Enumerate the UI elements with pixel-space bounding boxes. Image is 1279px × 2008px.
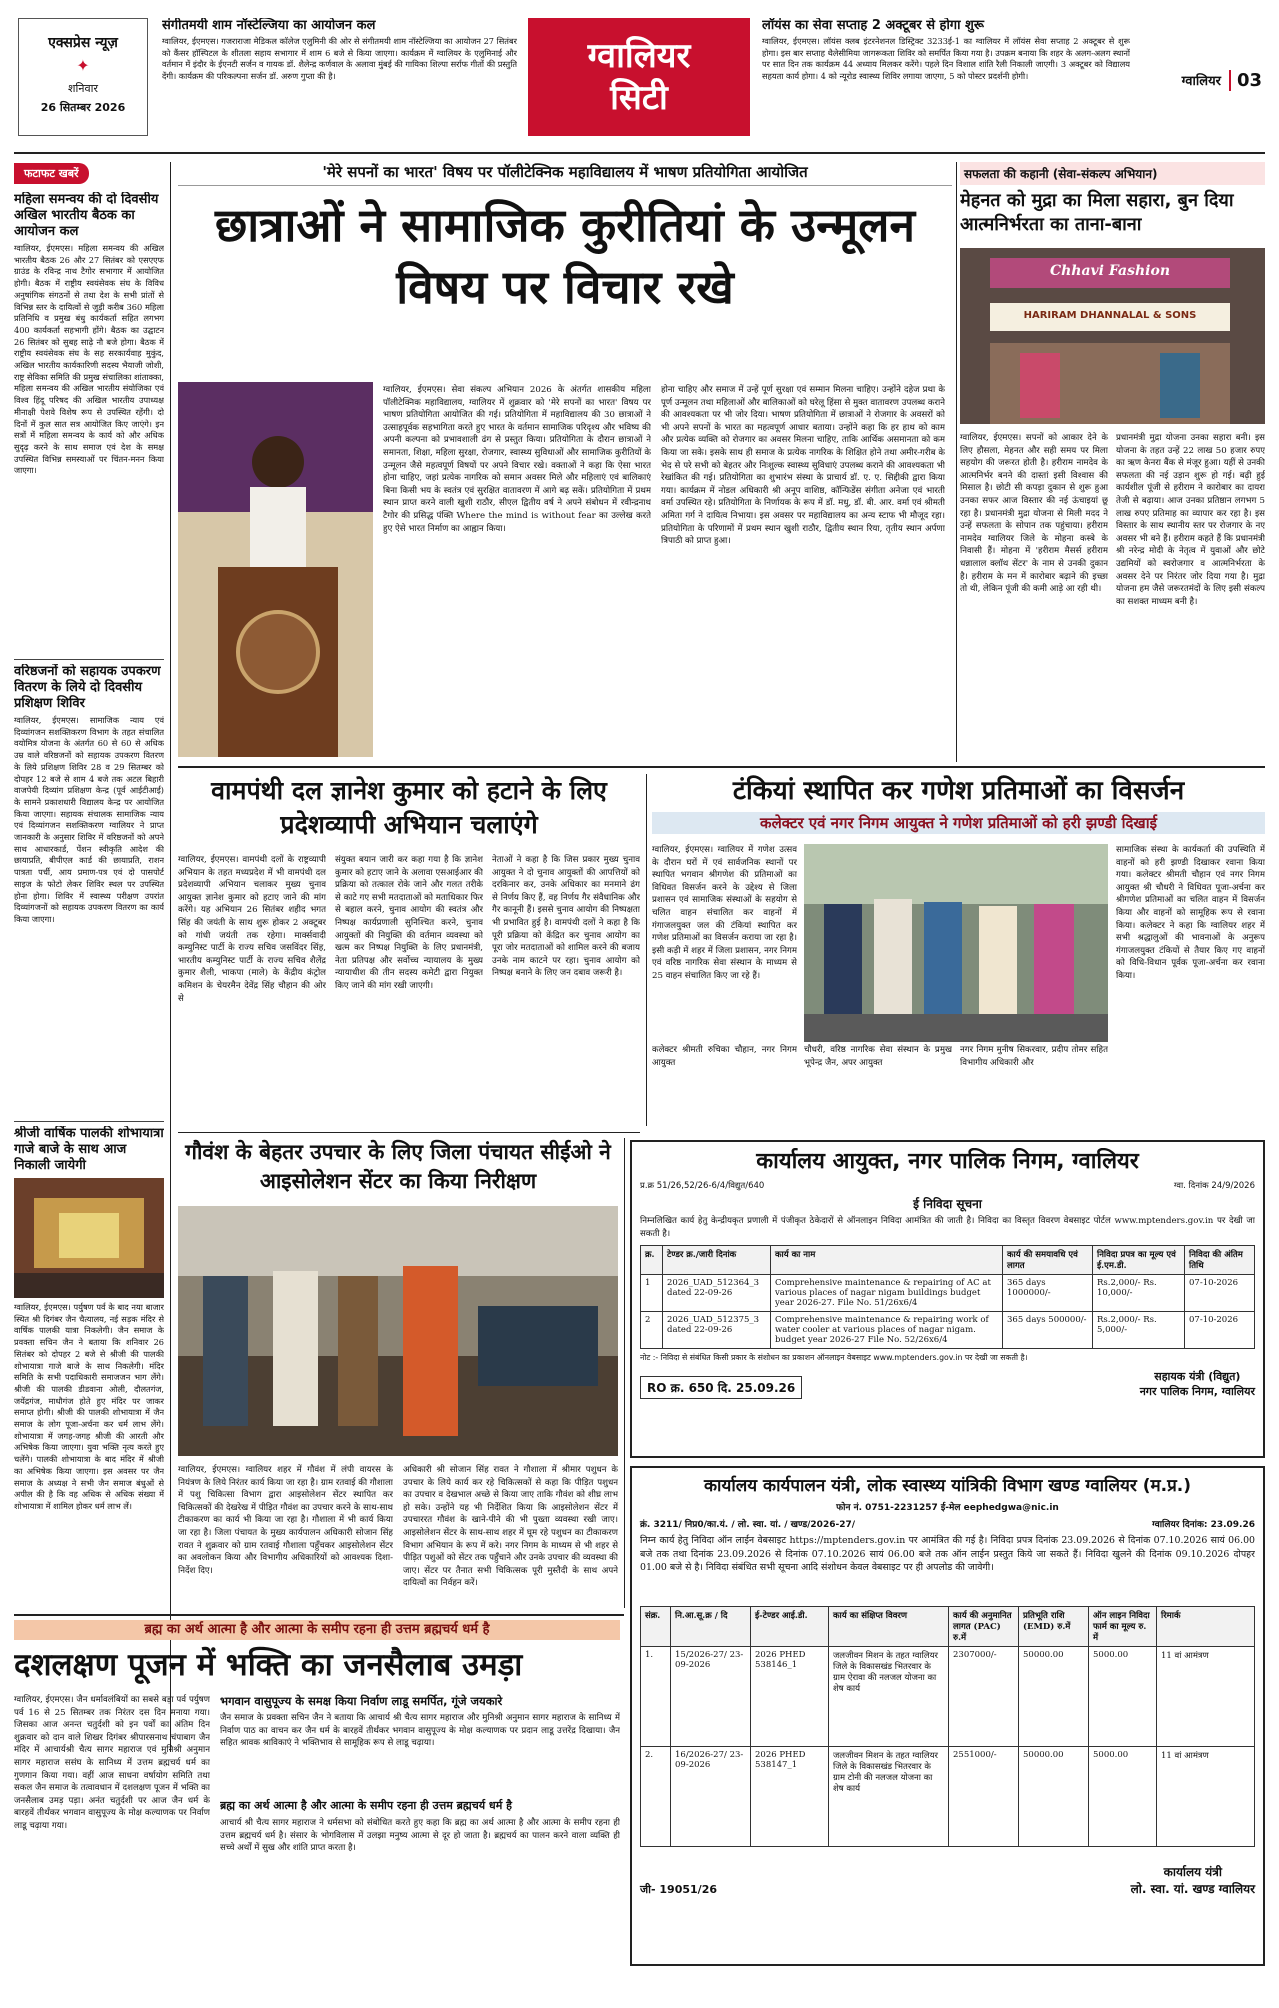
phed-g-number: जी- 19051/26 — [640, 1883, 718, 1896]
leftist-col2: संयुक्त बयान जारी कर कहा गया है कि ज्ञानेश कुमार को हटाए जाने के अलावा एसआईआर की प्रक्रिया को तत्काल रोके जाने और गलत तरीके से काटे गए सभी मतदाताओं को मताधिकार फिर से बहाल करने, चुनाव आयोग की स्वतंत्र और निष्पक्ष कार्यप्रणाली सुनिश्चित करने, चुनाव आयुक्तों की नियुक्ति की वर्तमान व्यवस्था को खत्म कर निष्पक्ष नियुक्ति के लिए प्रधानमंत्री, नेता प्रतिपक्ष और सर्वोच्च न्यायालय के मुख्य न्यायाधीश की तीन सदस्य कमेटी द्वारा नियुक्त किए जाने की मांग रखी जाएगी। — [335, 855, 483, 991]
ganesh-photo — [804, 844, 1108, 1042]
nigam-ref: प्र.क्र 51/26,52/26-6/4/विद्युत/640 — [640, 1181, 765, 1191]
brand-name: एक्सप्रेस न्यूज़ — [48, 35, 118, 51]
ganesh-col4: सामाजिक संस्था के कार्यकर्ता की उपस्थिति में वाहनों को हरी झण्डी दिखाकर रवाना किया गया। कलेक्टर श्रीमती चौहान एवं नगर निगम आयुक्त श्री चौधरी ने विधिवत पूजा-अर्चना कर श्रीगणेश प्रतिमाओं का चलित वाहन में विसर्जन किया और वाहनों को सामूहिक रूप से रवाना किया। कलेक्टर ने कहा कि ग्वालियर शहर में सभी श्रद्धालुओं की भावनाओं के अनुरूप गंगाजलयुक्त टंकियों से तैयार किए गए वाहनों को विधि-विधान पूर्वक पूजा-अर्चना कर रवाना किया। — [1116, 845, 1265, 981]
nigam-th-cost: कार्य की समयावधि एवं लागत — [1003, 1246, 1093, 1275]
page-city: ग्वालियर — [1181, 74, 1221, 89]
table-row — [641, 1312, 1255, 1349]
phed-table — [640, 1606, 1255, 1847]
row1-rule — [178, 766, 1265, 768]
dash-subheadline: भगवान वासुपूज्य के समक्ष किया निर्वाण लाडू समर्पित, गूंजे जयकारे — [220, 1694, 503, 1708]
dash-col1: ग्वालियर, ईएमएस। जैन धर्मावलंबियों का सबसे बड़ा पर्व पर्युषण पर्व 16 से 25 सितम्बर तक निरंतर दस दिन मनाया गया। जिसका आज अनन्त चतुर्दशी को इन पर्वों का अंतिम दिन शुक्रवार को दान वाले शिखर दिगंबर श्रीपारसनाथ चंपाबाग जैन मंदिर में आचार्यश्री चैत्य सागर महाराज एवं मुनिश्री अनुमान सागर महाराज ससंघ के सानिध्य में उत्तम ब्रह्मचर्य धर्म का गुणगान किया गया। वहीं आज साधना वर्षायोग समिति तथा सकल जैन समाज के तत्वावधान में दशलक्षण पूजन में भक्ति का जनसैलाब उमड़ पड़ा। अनंत चतुर्दशी पर आज जैन धर्म के बारहवें तीर्थंकर भगवान वासुपूज्य के मोक्ष कल्याणक पर निर्वाण लाडू चढ़ाया गया। — [14, 1695, 210, 1831]
nigam-table — [640, 1245, 1255, 1349]
leftist-headline: वामपंथी दल ज्ञानेश कुमार को हटाने के लिए प्रदेशव्यापी अभियान चलाएंगे — [211, 776, 607, 839]
page-number: 03 — [1229, 70, 1262, 91]
fatafat-item-1-title: महिला समन्वय की दो दिवसीय अखिल भारतीय बैठक का आयोजन कल — [14, 192, 159, 239]
table-cell: Comprehensive maintenance & repairing of AC at various places of nagar nigam buildings budget year 2026-27. File No. 51/26x6/4 — [771, 1275, 1003, 1312]
phed-th-formfee: ऑन लाइन निविदा फार्म का मूल्य रु. में — [1089, 1607, 1157, 1647]
table-cell: 5000.00 — [1089, 1647, 1157, 1747]
fatafat-item-3-title: श्रीजी वार्षिक पालकी शोभायात्रा गाजे बाजे के साथ आज निकाली जायेगी — [14, 1126, 164, 1173]
palki-photo — [14, 1178, 164, 1298]
phed-sign-2: लो. स्वा. यां. खण्ड ग्वालियर — [1130, 1882, 1255, 1896]
lead-kicker: 'मेरे सपनों का भारत' विषय पर पॉलीटेक्निक महाविद्यालय में भाषण प्रतियोगिता आयोजित — [178, 162, 952, 186]
table-cell: Comprehensive maintenance & repairing work of water cooler at various places of nagar nigam. budget year 2026-27 File No. 52/26x6/4 — [771, 1312, 1003, 1349]
top-brief-1 — [162, 18, 517, 136]
nigam-th-emd: निविदा प्रपत्र का मूल्य एवं ई.एम.डी. — [1093, 1246, 1185, 1275]
mid-divider — [646, 774, 647, 1126]
table-cell: Rs.2,000/- Rs. 10,000/- — [1093, 1275, 1185, 1312]
table-cell: 11 वां आमंत्रण — [1157, 1647, 1255, 1747]
nigam-tender — [630, 1140, 1265, 1458]
lead-body-col1: ग्वालियर, ईएमएस। सेवा संकल्प अभियान 2026 के अंतर्गत शासकीय महिला पॉलीटेक्निक महाविद्यालय, ग्वालियर में शुक्रवार को 'मेरे सपनों का भारत' विषय पर भाषण प्रतियोगिता आयोजित की गई। प्रतियोगिता में महाविद्यालय की 30 छात्राओं ने उत्साहपूर्वक सहभागिता करते हुए भारत के वर्तमान सामाजिक परिदृश्य और भविष्य की अपनी कल्पना को प्रभावशाली ढंग से प्रस्तुत किया। प्रतियोगिता के दौरान छात्राओं ने समानता, शिक्षा, महिला सुरक्षा, रोजगार, स्वास्थ्य सुविधाओं और सामाजिक कुरीतियों के उन्मूलन जैसे महत्वपूर्ण विषयों पर अपने विचार रखे। वक्ताओं ने कहा कि ऐसा भारत होना चाहिए, जहां प्रत्येक नागरिक को समान अवसर मिले और महिलाएं एवं बालिकाएं बिना किसी भय के स्वतंत्र एवं सुरक्षित वातावरण में आगे बढ़ सकें। प्रतियोगिता में प्रथम स्थान प्राप्त करने वाली खुशी राठौर, सीएल द्वितीय वर्ष ने अपने संबोधन में रवीन्द्रनाथ टैगोर की प्रसिद्ध पंक्ति Where the mind is without fear का उल्लेख करते हुए ऐसे भारत निर्माण का आह्वान किया। — [383, 385, 651, 534]
row2-rule-left — [178, 1132, 640, 1133]
masthead — [0, 0, 1279, 160]
top-brief-2-title: लॉयंस का सेवा सप्ताह 2 अक्टूबर से होगा शुरू — [762, 18, 984, 33]
shop-photo — [960, 248, 1265, 424]
nigam-th-sno: क्र. — [641, 1246, 663, 1275]
nigam-th-tender: टेण्डर क्र./जारी दिनांक — [663, 1246, 771, 1275]
dash-col3: आचार्य श्री चैत्य सागर महाराज ने धर्मसभा को संबोधित करते हुए कहा कि ब्रह्म का अर्थ आत्मा है और आत्मा के समीप रहना ही उत्तम ब्रह्मचर्य धर्म है। संसार के भोगविलास में उलझा मनुष्य आत्मा से दूर हो जाता है। ब्रह्मचर्य का पालन करने वाला व्यक्ति ही सच्चे अर्थों में सुख और शांति प्राप्त करता है। — [220, 1818, 620, 1854]
ganesh-story — [652, 774, 1265, 1134]
fatafat-tag: फटाफट खबरें — [14, 163, 89, 184]
table-cell: 2. — [641, 1747, 671, 1847]
leftist-story — [178, 774, 640, 1126]
table-cell: जलजीवन मिशन के तहत ग्वालियर जिले के विकासखंड भितरवार के ग्राम ऐरावा की नलजल योजना का शेष कार्य — [829, 1647, 949, 1747]
leftist-col3: नेताओं ने कहा है कि जिस प्रकार मुख्य चुनाव आयुक्त ने दो चुनाव आयुक्तों की आपत्तियों को दरकिनार कर, उनके अधिकार का मनमाने ढंग से निर्णय किए हैं, वह निर्णय गैर संवैधानिक और गैर कानूनी हैं। इससे चुनाव आयोग की निष्पक्षता भी प्रभावित हुई है। वामपंथी दलों ने कहा है कि पूरी प्रक्रिया को केंद्रित कर चुनाव आयोग का पूरा जोर मतदाताओं को शामिल करने की बजाय उनके नाम काटने पर रहा। चुनाव आयोग को निष्पक्ष बनाने के लिए जन दबाव जरूरी है। — [492, 855, 640, 979]
dash-story — [14, 1620, 620, 2000]
dash-col2: जैन समाज के प्रवक्ता सचिन जैन ने बताया कि आचार्य श्री चैत्य सागर महाराज और मुनिश्री अनुमान सागर महाराज के सानिध्य में निर्वाण पाठ का वाचन कर जैन धर्म के बारहवें तीर्थंकर भगवान वासुपूज्य के मोक्ष कल्याणक पर प्रदान लाडू उत्तरेंद्र दिखाया। जैन सहित श्रावक श्राविकाएं ने भक्तिभाव से सामूहिक रूप से लाडू चढ़ाया। — [220, 1713, 620, 1749]
lead-story — [178, 162, 952, 762]
brand-box — [18, 18, 148, 136]
nigam-th-work: कार्य का नाम — [771, 1246, 1003, 1275]
table-cell: 2 — [641, 1312, 663, 1349]
ganesh-caption-2: चौधरी, वरिष्ठ नागरिक सेवा संस्थान के प्रमुख भूपेन्द्र जैन, अपर आयुक्त — [804, 1045, 952, 1068]
gauvansh-story — [178, 1138, 618, 1608]
lead-photo — [178, 382, 373, 757]
fatafat-item-1 — [14, 192, 164, 653]
success-tag: सफलता की कहानी (सेवा-संकल्प अभियान) — [960, 162, 1265, 185]
gauvansh-col2: अधिकारी श्री सोजान सिंह रावत ने गौशाला में श्रीमार पशुधन के उपचार के लिये कार्य कर रहे चिकित्सकों से कहा कि पीड़ित पशुधन का उपचार व देखभाल अच्छे से किया जाए ताकि गौवंश को शीघ्र लाभ हो सके। उन्होंने यह भी निर्देशित किया कि आइसोलेशन सेंटर में उपचाररत गौवंश के खाने-पीने की भी पुख्ता व्यवस्था रखी जाए। आइसोलेशन सेंटर के साथ-साथ शहर में घूम रहे पशुधन का टीकाकरण विभाग अभियान के रूप में करे। नगर निगम के माध्यम से भी शहर से पीड़ित पशुओं को सेंटर तक पहुँचाने और उनके उपचार की व्यवस्था की जाए। सेंटर पर तैनात सभी चिकित्सक पूरी मुस्तैदी के साथ अपने दायित्वों का निर्वहन करें। — [403, 1465, 618, 1589]
table-cell: 2026_UAD_512364_3 dated 22-09-26 — [663, 1275, 771, 1312]
ganesh-col1: ग्वालियर, ईएमएस। ग्वालियर में गणेश उत्सव के दौरान घरों में एवं सार्वजनिक स्थानों पर स्थापित भगवान श्रीगणेश की प्रतिमाओं का विधिवत विसर्जन करने के उद्देश्य से जिला प्रशासन एवं सामाजिक संस्थाओं के सहयोग से चलित वाहन संचालित कर वाहनों में गंगाजलयुक्त जल की टंकियां स्थापित कर गणेश प्रतिमाओं का विसर्जन कराया जा रहा है। इसी कड़ी में शहर में जिला प्रशासन, नगर निगम एवं वरिष्ठ नागरिक सेवा संस्थान के माध्यम से 25 वाहन संचालित किए जा रहे हैं। — [652, 845, 797, 981]
table-cell: 15/2026-27/ 23-09-2026 — [671, 1647, 751, 1747]
lead-headline: छात्राओं ने सामाजिक कुरीतियां के उन्मूलन विषय पर विचार रखे — [214, 198, 916, 314]
nigam-note: नोट :- निविदा से संबंधित किसी प्रकार के संशोधन का प्रकाशन ऑनलाइन वेबसाइट www.mptenders.gov.in पर देखी जा सकती है। — [640, 1353, 1028, 1362]
fatafat-column — [14, 162, 164, 1752]
top-brief-2 — [762, 18, 1130, 136]
table-row — [641, 1747, 1255, 1847]
phed-th-tenderid: ई-टेण्डर आई.डी. — [751, 1607, 829, 1647]
section-box — [528, 18, 750, 136]
shop-sign-2: HARIRAM DHANNALAL & SONS — [1023, 310, 1197, 321]
phed-sign-1: कार्यालय यंत्री — [1163, 1865, 1222, 1879]
nigam-title: कार्यालय आयुक्त, नगर पालिक निगम, ग्वालियर — [756, 1149, 1139, 1174]
issue-date: 26 सितम्बर 2026 — [40, 101, 126, 114]
gauvansh-col1: ग्वालियर, ईएमएस। ग्वालियर शहर में गौवंश में लंपी वायरस के नियंत्रण के लिये निरंतर कार्य किया जा रहा है। ग्राम रतवाई की गौशाला में पशु चिकित्सा विभाग द्वारा आइसोलेशन सेंटर स्थापित कर चिकित्सकों की देखरेख में पीड़ित गौवंश का उपचार करने के साथ-साथ टीकाकरण का कार्य भी किया जा रहा है। गौशाला में भी कार्य किया जा रहा है। जिला पंचायत के मुख्य कार्यपालन अधिकारी सोजान सिंह रावत ने शुक्रवार को ग्राम रतवाई गौशाला पहुँचकर आइसोलेशन सेंटर का अवलोकन किया और विभागीय अधिकारियों को आवश्यक दिशा-निर्देश दिए। — [178, 1465, 393, 1576]
phed-intro: निम्न कार्य हेतु निविदा ऑन लाईन वेबसाइट https://mptenders.gov.in पर आमंत्रित की गई है। निविदा प्रपत्र दिनांक 23.09.2026 से दिनांक 07.10.2026 सायं 06.00 बजे तक तथा दिनांक 23.09.2026 से दिनांक 07.10.2026 सायं 06.00 बजे तक ऑन लाईन प्रस्तुत किये जा सकते हैं। निविदा खुलने की दिनांक 09.10.2026 दोपहर 01.00 बजे से है। निविदा संबंधित सभी सूचना आदि संशोधन केवल वेबसाइट पर ही अपलोड की जावेगी। — [640, 1535, 1255, 1573]
ganesh-caption-3: नगर निगम मुनीष सिकरवार, प्रदीप तोमर सहित विभागीय अधिकारी और — [960, 1045, 1108, 1068]
table-cell: जलजीवन मिशन के तहत ग्वालियर जिले के विकासखंड भितरवार के ग्राम टोनी की नलजल योजना का शेष कार्य — [829, 1747, 949, 1847]
ganesh-subheadline: कलेक्टर एवं नगर निगम आयुक्त ने गणेश प्रतिमाओं को हरी झण्डी दिखाई — [652, 812, 1265, 834]
phed-th-pac: कार्य की अनुमानित लागत (PAC) रु.में — [949, 1607, 1019, 1647]
brand-ornament-icon: ✦ — [76, 56, 90, 75]
table-cell: 50000.00 — [1019, 1647, 1089, 1747]
fatafat-item-2-title: वरिष्ठजनों को सहायक उपकरण वितरण के लिये दो दिवसीय प्रशिक्षण शिविर — [14, 664, 161, 711]
table-cell: 2026_UAD_512375_3 dated 22-09-26 — [663, 1312, 771, 1349]
table-cell: 1 — [641, 1275, 663, 1312]
leftist-col1: ग्वालियर, ईएमएस। वामपंथी दलों के राष्ट्रव्यापी अभियान के तहत मध्यप्रदेश में भी वामपंथी दल प्रदेशव्यापी अभियान चलाकर मुख्य चुनाव आयुक्त ज्ञानेश कुमार को हटाए जाने की मांग करेंगे। यह अभियान 26 सितंबर शहीद भगत सिंह की जयंती के साथ शुरू होकर 2 अक्टूबर को गांधी जयंती तक रहेगा। मार्क्सवादी कम्युनिस्ट पार्टी के राज्य सचिव जसविंदर सिंह, भारतीय कम्युनिस्ट पार्टी के राज्य सचिव शैलेंद्र कुमार शैली, भाकपा (माले) के केंद्रीय कंट्रोल कमिशन के चेयरमैन देवेंद्र सिंह चौहान की ओर से — [178, 855, 326, 1004]
gauvansh-photo — [178, 1206, 618, 1456]
gauvansh-divider — [624, 1138, 625, 1608]
dash-subheadline-2: ब्रह्म का अर्थ आत्मा है और आत्मा के समीप रहना ही उत्तम ब्रह्मचर्य धर्म है — [220, 1799, 512, 1812]
masthead-rule — [14, 152, 1265, 154]
table-cell: 365 days 500000/- — [1003, 1312, 1093, 1349]
phed-date: ग्वालियर दिनांक: 23.09.26 — [1152, 1520, 1255, 1530]
success-body-col1: ग्वालियर, ईएमएस। सपनों को आकार देने के लिए हौसला, मेहनत और सही समय पर मिला सहयोग की जरूरत होती है। हरीराम नामदेव के आत्मनिर्भर बनने की दास्तां इसी विश्वास की मिसाल है। छोटी सी कपड़ा दुकान से शुरू हुआ उनका सफर आज विस्तार की नई ऊंचाइयां छू रहा है। प्रधानमंत्री मुद्रा योजना से मिली मदद ने उन्हें सफलता के सोपान तक पहुंचाया। हरीराम नामदेव ग्वालियर जिले के मोहना कस्बे के निवासी हैं। मोहना में 'हरीराम मैसर्स हरीराम धन्नालाल क्लॉथ सेंटर' के नाम से उनकी दुकान है। हरीराम के मन में कारोबार बढ़ाने की इच्छा तो थी, लेकिन पूंजी की कमी आड़े आ रही थी। — [960, 433, 1108, 595]
success-headline: मेहनत को मुद्रा का मिला सहारा, बुन दिया आत्मनिर्भरता का ताना-बाना — [960, 190, 1234, 235]
shop-sign-1: Chhavi Fashion — [1049, 263, 1171, 279]
table-cell: 11 वां आमंत्रण — [1157, 1747, 1255, 1847]
success-body-col2: प्रधानमंत्री मुद्रा योजना उनका सहारा बनी। इस योजना के तहत उन्हें 22 लाख 50 हजार रुपए का ऋण केनरा बैंक से मंजूर हुआ। यहीं से उनकी सफलता की नई उड़ान शुरू हो गई। बढ़ी हुई कार्यशील पूंजी से हरीराम ने कारोबार का दायरा तेजी से बढ़ाया। आज उनका प्रतिष्ठान लगभग 5 लाख रुपए प्रतिमाह का व्यापार कर रहा है। इस विस्तार के साथ स्थानीय स्तर पर रोजगार के नए अवसर भी बने हैं। हरीराम कहते हैं कि प्रधानमंत्री श्री नरेन्द्र मोदी के नेतृत्व में युवाओं और छोटे उद्यमियों को स्वरोजगार व आत्मनिर्भरता के अवसर देने पर निरंतर जोर दिया गया है। मुद्रा योजना हम जैसे जरूरतमंदों के लिए इसी संकल्प का सशक्त माध्यम बनी है। — [1116, 433, 1265, 607]
page-marker — [1140, 66, 1262, 94]
lead-body-col2: होना चाहिए और समाज में उन्हें पूर्ण सुरक्षा एवं सम्मान मिलना चाहिए। उन्होंने दहेज प्रथा के पूर्ण उन्मूलन तथा महिलाओं और बालिकाओं को घरेलू हिंसा से मुक्त वातावरण उपलब्ध कराने की आवश्यकता पर भी जोर दिया। भाषण प्रतियोगिता में छात्राओं ने रोजगार के अवसरों को भी अपने सपनों के भारत का महत्वपूर्ण आधार बताया। उन्होंने कहा कि हर हाथ को काम और प्रत्येक व्यक्ति को रोजगार का अवसर मिलना चाहिए, ताकि आर्थिक असमानता को कम किया जा सके। इसके साथ ही समाज के प्रत्येक नागरिक के शिक्षित होने तथा अमीर-गरीब के भेद से परे सभी को बेहतर और निःशुल्क स्वास्थ्य सुविधाएं उपलब्ध कराने की आवश्यकता भी रेखांकित की गई। प्रतियोगिता का शुभारंभ संस्था के प्राचार्य डॉ. ए. ए. सिद्दीकी द्वारा किया गया। कार्यक्रम में नोडल अधिकारी श्री अनूप वाशिष्ठ, कॉन्फिडेंस संगीता अनेजा एवं भारती वर्मा उपस्थित रहे। प्रतियोगिता के निर्णायक के रूप में डॉ. मधु, डॉ. बी. आर. वर्मा एवं श्रीमती अमिता गर्ग ने दायित्व निभाया। इस अवसर पर महाविद्यालय का अन्य स्टाफ भी मौजूद रहा। प्रतियोगिता के परिणामों में प्रथम स्थान खुशी राठौर, द्वितीय स्थान रिया, तृतीय स्थान अर्पणा त्रिपाठी को प्राप्त हुआ। — [661, 385, 945, 547]
nigam-date: ग्वा. दिनांक 24/9/2026 — [1173, 1181, 1255, 1191]
issue-day: शनिवार — [68, 82, 98, 95]
phed-th-work: कार्य का संक्षिप्त विवरण — [829, 1607, 949, 1647]
table-cell: 07-10-2026 — [1185, 1275, 1255, 1312]
fatafat-item-2-body: ग्वालियर, ईएमएस। सामाजिक न्याय एवं दिव्यांगजन सशक्तिकरण विभाग के तहत संचालित वयोमित्र योजना के अंतर्गत 60 से 60 से अधिक उम्र वाले वरिष्ठजनों को सहायक उपकरण वितरण के लिये प्रशिक्षण शिविर 28 व 29 सितम्बर को दोपहर 12 बजे से शाम 4 बजे तक अटल बिहारी वाजपेयी दिव्यांग प्रशिक्षण केन्द्र (पूर्व आईटीआई) के सामने प्रकाशधारी विद्यालय केन्द्र पर आयोजित किया जाएगा। सहायक संचालक सामाजिक न्याय एवं दिव्यांगजन सशक्तिकरण ग्वालियर ने प्राप्त जानकारी के अनुसार शिविर में वरिष्ठजनों को अपने साथ आधारकार्ड, पेंशन स्वीकृति आदेश की छायाप्रति, बीपीएल कार्ड की छायाप्रति, राशन पात्रता पर्ची, आय प्रमाण-पत्र एवं दो पासपोर्ट साइज के फोटो लेकर शिविर स्थल पर उपस्थित होना होगा। शिविर में स्वास्थ्य परीक्षण उपरांत दिव्यांगजनों को सहायक उपकरण वितरण का कार्य किया जाएगा। — [14, 715, 164, 924]
fatafat-item-3-body: ग्वालियर, ईएमएस। पर्युषण पर्व के बाद नया बाजार स्थित श्री दिगंबर जैन चैत्यालय, नई सड़क मंदिर से वार्षिक पालकी यात्रा निकलेगी। जैन समाज के प्रवक्ता सचिन जैन ने बताया कि शनिवार 26 सितंबर को दोपहर 2 बजे से श्रीजी की पालकी शोभायात्रा गाजे बाजे के साथ निकलेगी। मंदिर समिति के सभी पदाधिकारी समाजजन भाग लेंगे। श्रीजी की पालकी डीडवाना ओली, दौलतगंज, जयेंद्रगंज, माधौगंज होते हुए मंदिर पर जाकर समाप्त होगी। श्रीजी की पालकी शोभायात्रा में जैन समाज के लोग पूजा-अर्चना कर धर्म लाभ लेंगे। शोभायात्रा में जगह-जगह श्रीजी की आरती और अभिषेक किया जाएगा। युवा भक्ति नृत्य करते हुए चलेंगे। पालकी शोभायात्रा के बाद मंदिर में श्रीजी का अभिषेक किया जाएगा। इस अवसर पर जैन समाज के अध्यक्ष ने सभी जैन समाज बंधुओं से अपील की है कि वह अधिक से अधिक संख्या में शोभायात्रा में शामिल होकर धर्म लाभ लें। — [14, 1302, 164, 1511]
ganesh-headline: टंकियां स्थापित कर गणेश प्रतिमाओं का विसर्जन — [732, 776, 1185, 806]
nigam-ro: RO क्र. 650 दि. 25.09.26 — [640, 1376, 802, 1399]
table-cell: 50000.00 — [1019, 1747, 1089, 1847]
fatafat-item-3 — [14, 1121, 164, 1690]
phed-title: कार्यालय कार्यपालन यंत्री, लोक स्वास्थ्य यांत्रिकी विभाग खण्ड ग्वालियर (म.प्र.) — [704, 1476, 1191, 1496]
fatafat-item-1-body: ग्वालियर, ईएमएस। महिला समन्वय की अखिल भारतीय बैठक 26 और 27 सितंबर को एसएएफ ग्राउंड के रविन्द्र नाथ टैगोर सभागार में आयोजित होगी। बैठक में राष्ट्रीय स्वयंसेवक संघ के विविध अनुषांगिक संगठनों से तथा देश के सभी प्रांतों से विभिन्न स्तर के दायित्वों से जुड़ी करीब 360 महिला प्रतिनिधि व प्रमुख बंधु कार्यकर्ता सहित लगभग 400 कार्यकर्ता सहभागी होंगे। बैठक का उद्घाटन 26 सितंबर को सुबह साढ़े नौ बजे होगा। बैठक में राष्ट्रीय स्वयंसेवक संघ के सह सरकार्यवाह मुकुंद, अखिल भारतीय कार्यकारिणी सदस्य भैयाजी जोशी, राष्ट्र सेविका समिति की प्रमुख संचालिका शांताक्का, महिला समन्वय की अखिल भारतीय संयोजिका एवं विश्व हिंदू परिषद की अखिल भारतीय उपाध्यक्ष मीनाक्षी पेशवे विशेष रूप से उपस्थित रहेंगी। दो दिनों में कुल सात सत्र आयोजित किए जाएंगे। इन सत्रों में महिला समन्वय के कार्य को और अधिक सुदृढ़ करने के साथ समाज एवं देश के समक्ष उपस्थित विभिन्न समस्याओं पर चिंतन-मनन किया जाएगा। — [14, 243, 164, 476]
phed-th-sno: संक्र. — [641, 1607, 671, 1647]
table-row — [641, 1647, 1255, 1747]
top-brief-2-body: ग्वालियर, ईएमएस। लॉयंस क्लब इंटरनेशनल डिस्ट्रिक्ट 3233ई-1 का ग्वालियर में लॉयंस सेवा सप्ताह 2 अक्टूबर से शुरू होगा। इस बार सप्ताह थैलेसीमिया जागरूकता शिविर को समर्पित किया गया है। उपक्रम बनाया कि शहर के अलग-अलग स्थानों पर सात दिन तक कार्यक्रम 44 अध्याय मिलकर करेंगे। पहले दिन विशाल शांति रैली निकाली जाएगी। 3 अक्टूबर को विद्यालय सहयता कार्य होगा। 4 को न्यूरोड स्वास्थ्य शिविर लगाया जाएगा, 5 को पोस्टर प्रदर्शनी होगी। — [762, 36, 1130, 81]
gauvansh-headline: गौवंश के बेहतर उपचार के लिए जिला पंचायत सीईओ ने आइसोलेशन सेंटर का किया निरीक्षण — [185, 1140, 611, 1193]
dash-kicker: ब्रह्म का अर्थ आत्मा है और आत्मा के समीप रहना ही उत्तम ब्रह्मचर्य धर्म है — [14, 1620, 620, 1640]
table-cell: 5000.00 — [1089, 1747, 1157, 1847]
nigam-th-lastdate: निविदा की अंतिम तिथि — [1185, 1246, 1255, 1275]
nigam-sign-1: सहायक यंत्री (विद्युत) — [1154, 1370, 1241, 1383]
success-story — [960, 162, 1265, 762]
fatafat-item-2 — [14, 659, 164, 1115]
table-cell: 2026 PHED 538147_1 — [751, 1747, 829, 1847]
table-cell: 2307000/- — [949, 1647, 1019, 1747]
top-brief-1-body: ग्वालियर, ईएमएस। गजराराजा मेडिकल कॉलेज एलुमिनी की ओर से संगीतमयी शाम नॉस्टेल्जिया का आयोजन 27 सितंबर को कैंसर हॉस्पिटल के शीतला सहाय सभागार में शाम 6 बजे से किया जाएगा। कार्यक्रम में ग्वालियर के एलुमिनाई और वर्तमान में इंदौर के ईएनटी सर्जन व गायक डॉ. शैलेन्द्र कर्णवाल के अलावा मुंबई की गायिका शिल्पा सर्राफ गीतों की प्रस्तुति देंगी। कार्यक्रम की परिकल्पना सर्जन डॉ. अरुण गुप्ता की है। — [162, 36, 517, 81]
table-cell: 1. — [641, 1647, 671, 1747]
section-title: ग्वालियर सिटी — [587, 36, 691, 118]
phed-ref: क्रं. 3211/ निप्र0/का.यं. / लो. स्वा. यां. / खण्ड/2026-27/ — [640, 1520, 856, 1530]
left-column-divider — [170, 162, 171, 1752]
phed-contact: फोन नं. 0751-2231257 ई-मेल eephedgwa@nic.in — [836, 1503, 1059, 1513]
nigam-sign-2: नगर पालिक निगम, ग्वालियर — [1139, 1385, 1255, 1398]
nigam-intro: निम्नलिखित कार्य हेतु केन्द्रीयकृत प्रणाली में पंजीकृत ठेकेदारों से ऑनलाइन निविदा आमंत्रित की जाती है। निविदा का विस्तृत विवरण वेबसाइट पोर्टल www.mptenders.gov.in पर देखी जा सकती है। — [640, 1216, 1255, 1239]
ganesh-caption-1: कलेक्टर श्रीमती रुचिका चौहान, नगर निगम आयुक्त — [652, 1045, 797, 1068]
bottom-left-rule — [14, 1614, 624, 1616]
phed-th-nit: नि.आ.सू.क्र / दि — [671, 1607, 751, 1647]
table-cell: Rs.2,000/- Rs. 5,000/- — [1093, 1312, 1185, 1349]
table-cell: 2551000/- — [949, 1747, 1019, 1847]
table-cell: 365 days 1000000/- — [1003, 1275, 1093, 1312]
table-cell: 2026 PHED 538146_1 — [751, 1647, 829, 1747]
table-cell: 16/2026-27/ 23-09-2026 — [671, 1747, 751, 1847]
top-brief-1-title: संगीतमयी शाम नॉस्टेल्जिया का आयोजन कल — [162, 18, 376, 33]
phed-th-emd: प्रतिभूति राशि (EMD) रु.में — [1019, 1607, 1089, 1647]
phed-th-remark: रिमार्क — [1157, 1607, 1255, 1647]
dash-headline: दशलक्षण पूजन में भक्ति का जनसैलाब उमड़ा — [14, 1647, 523, 1683]
table-cell: 07-10-2026 — [1185, 1312, 1255, 1349]
nigam-notice: ई निविदा सूचना — [913, 1197, 982, 1211]
phed-tender — [630, 1466, 1265, 1966]
table-row — [641, 1275, 1255, 1312]
lead-right-divider — [956, 162, 957, 762]
